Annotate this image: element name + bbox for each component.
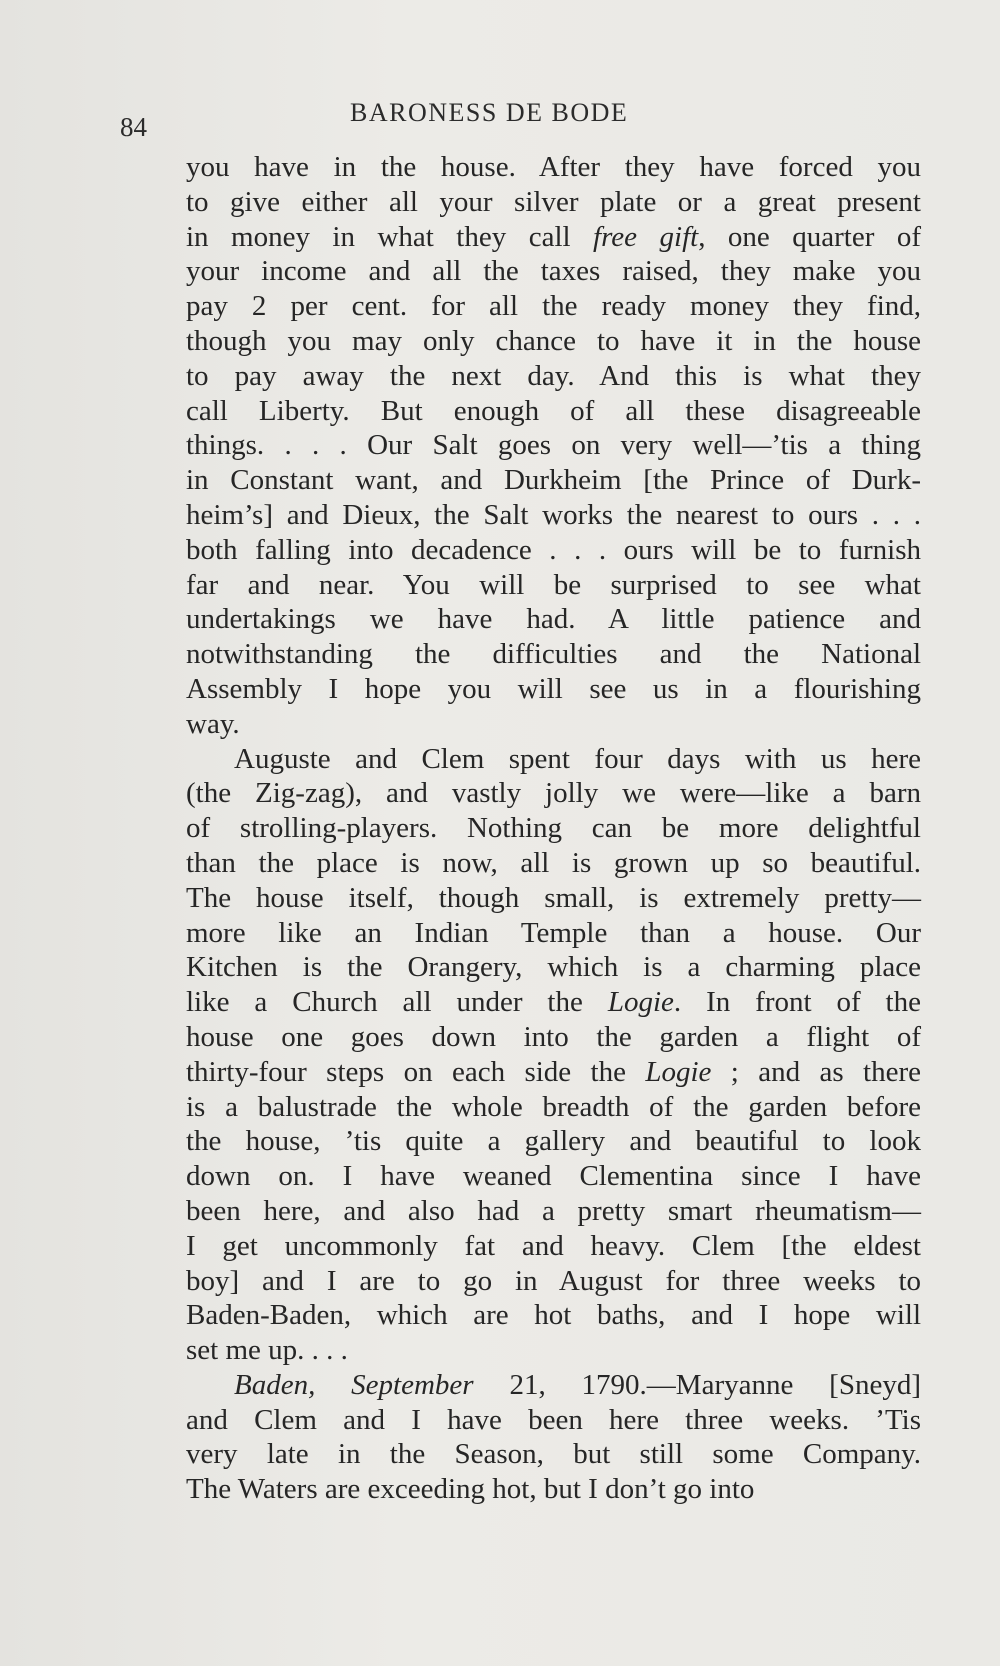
paragraph xyxy=(186,150,921,742)
text-line: more like an Indian Temple than a house. Our xyxy=(186,916,921,949)
running-head xyxy=(120,98,920,142)
text-line: way. xyxy=(186,707,240,740)
text-line: of strolling-players. Nothing can be more delightful xyxy=(186,812,921,845)
text-line: heim’s] and Dieux, the Salt works the nearest to ours . . . xyxy=(186,498,921,531)
body-text xyxy=(186,150,921,1507)
text-line: Kitchen is the Orangery, which is a charming place xyxy=(186,951,921,984)
text-line: far and near. You will be surprised to see what xyxy=(186,568,921,601)
page-number: 84 xyxy=(120,112,147,142)
text-line: notwithstanding the difficulties and the National xyxy=(186,638,921,671)
text-line: Baden, September 21, 1790.—Maryanne [Sneyd] xyxy=(234,1368,921,1401)
text-line: pay 2 per cent. for all the ready money they find, xyxy=(186,290,921,323)
italic-text: Logie xyxy=(645,1055,712,1088)
text-line: undertakings we have had. A little patience and xyxy=(186,603,921,636)
text-line: I get uncommonly fat and heavy. Clem [the eldest xyxy=(186,1229,921,1262)
text-line: very late in the Season, but still some Company. xyxy=(186,1438,921,1471)
text-line: in Constant want, and Durkheim [the Prince of Durk- xyxy=(186,464,921,497)
text-line: like a Church all under the Logie. In front of the xyxy=(186,986,921,1019)
text-line: boy] and I are to go in August for three weeks to xyxy=(186,1264,921,1297)
text-line: call Liberty. But enough of all these disagreeable xyxy=(186,394,921,427)
italic-text: Baden, September xyxy=(234,1368,474,1401)
text-line: Assembly I hope you will see us in a flourishing xyxy=(186,672,921,705)
text-line: to give either all your silver plate or a great present xyxy=(186,185,921,218)
text-line: Auguste and Clem spent four days with us here xyxy=(234,742,921,775)
paragraph xyxy=(186,1368,921,1507)
text-line: down on. I have weaned Clementina since I have xyxy=(186,1160,921,1193)
text-line: house one goes down into the garden a flight of xyxy=(186,1020,921,1053)
text-line: been here, and also had a pretty smart rheumatism— xyxy=(186,1194,921,1227)
italic-text: Logie xyxy=(607,986,674,1019)
paragraph xyxy=(186,742,921,1368)
text-line: is a balustrade the whole breadth of the garden before xyxy=(186,1090,921,1123)
text-line: though you may only chance to have it in the house xyxy=(186,324,921,357)
text-line: in money in what they call free gift, one quarter of xyxy=(186,220,921,253)
text-line: The Waters are exceeding hot, but I don’t go into xyxy=(186,1473,755,1506)
text-line: things. . . . Our Salt goes on very well—’tis a thing xyxy=(186,429,921,462)
italic-text: free gift xyxy=(593,220,699,253)
text-line: your income and all the taxes raised, they make you xyxy=(186,255,921,288)
text-line: (the Zig-zag), and vastly jolly we were—like a barn xyxy=(186,777,921,810)
text-line: you have in the house. After they have forced you xyxy=(186,151,921,183)
text-line: set me up. . . . xyxy=(186,1334,348,1367)
text-line: the house, ’tis quite a gallery and beautiful to look xyxy=(186,1125,921,1158)
running-title: BARONESS DE BODE xyxy=(350,98,629,127)
text-line: The house itself, though small, is extremely pretty— xyxy=(186,881,921,914)
text-line: and Clem and I have been here three weeks. ’Tis xyxy=(186,1403,921,1436)
text-line: than the place is now, all is grown up so beautiful. xyxy=(186,846,921,879)
text-line: to pay away the next day. And this is what they xyxy=(186,359,921,392)
text-line: both falling into decadence . . . ours will be to furnish xyxy=(186,533,921,566)
text-line: thirty-four steps on each side the Logie ; and as there xyxy=(186,1055,921,1088)
text-line: Baden-Baden, which are hot baths, and I hope will xyxy=(186,1299,921,1332)
